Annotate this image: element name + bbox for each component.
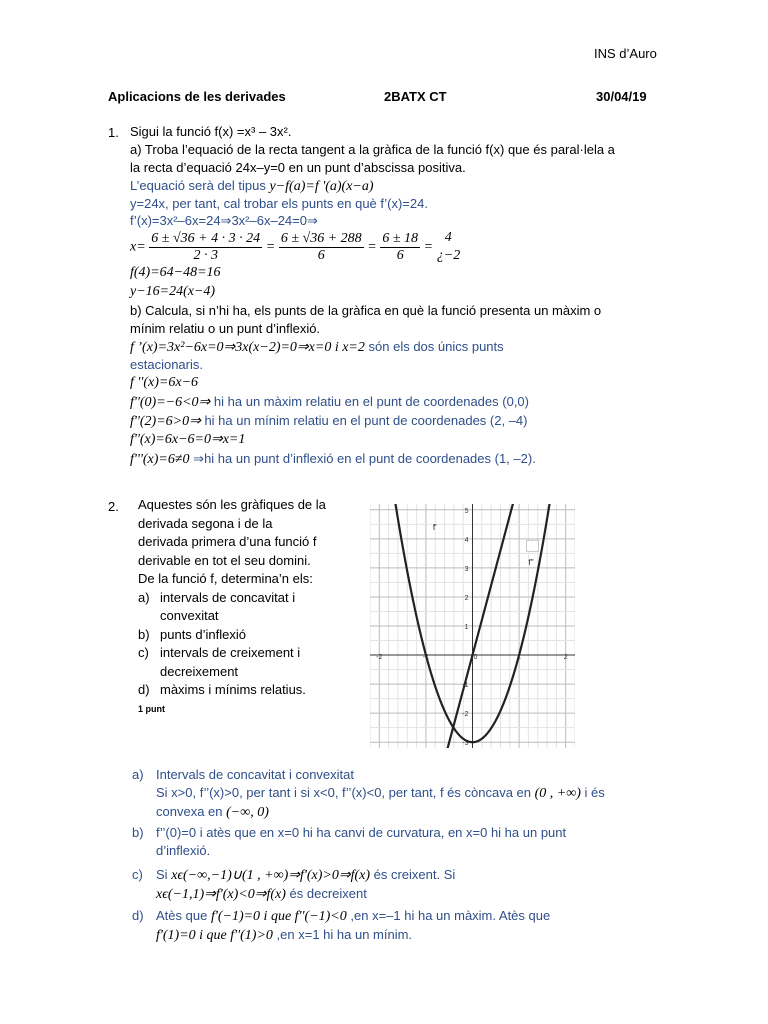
- series-label-second-derivative: f'': [528, 558, 534, 567]
- derivatives-chart: [370, 504, 575, 748]
- question-2-item-a: [138, 589, 326, 626]
- item-line: intervals de creixement i: [160, 645, 301, 660]
- answer-text: és decreixent: [289, 886, 367, 901]
- answer-text: ,en x=–1 hi ha un màxim. Atès que: [350, 908, 551, 923]
- quadratic-formula: [130, 229, 460, 265]
- answer-c-line1: [156, 866, 692, 885]
- y-tick-label: 3: [464, 565, 469, 573]
- item-line: decreixement: [160, 663, 239, 679]
- item-line: punts d’inflexió: [160, 626, 246, 642]
- y-tick-label: -2: [462, 711, 469, 719]
- question-2-line: derivada primera d’una funció f: [138, 534, 317, 549]
- item-marker: b): [138, 626, 150, 642]
- question-1a-line2: la recta d’equació 24x–y=0 en un punt d’abscissa positiva.: [130, 160, 466, 175]
- x-tick-label: 2: [563, 654, 568, 662]
- question-2-item-c: [138, 644, 326, 681]
- item-marker: d): [138, 682, 150, 697]
- interval-negative: (−∞, 0): [226, 805, 269, 820]
- answer-b-line2: d’inflexió.: [156, 843, 211, 858]
- points-label: 1 punt: [138, 703, 165, 714]
- x-tick-label: -1: [422, 654, 430, 662]
- series-label-box: [527, 540, 539, 551]
- question-1b-line1: b) Calcula, si n’hi ha, els punts de la gràfica en què la funció presenta un màxim o: [130, 303, 602, 318]
- solution-1a-step5: f(4)=64−48=16: [130, 265, 221, 280]
- answer-d-line1: [156, 907, 692, 926]
- question-2-line: derivada segona i de la: [138, 515, 273, 531]
- second-derivative-at-0: f''(0)=−6<0⇒: [130, 395, 211, 410]
- course-label: 2BATX CT: [384, 89, 447, 104]
- answer-text: ,en x=1 hi ha un mínim.: [276, 927, 413, 942]
- answer-b: [132, 824, 692, 860]
- question-2-number: 2.: [108, 499, 119, 514]
- question-2-item-b: [138, 626, 326, 645]
- answer-text: convexa en: [156, 804, 223, 819]
- fraction-1-den: 2 · 3: [193, 247, 218, 263]
- fraction-1-num: 6 ± √36 + 4 · 3 · 24: [151, 230, 261, 246]
- fraction-3-num: 6 ± 18: [382, 230, 419, 246]
- x-tick-label: -2: [376, 654, 383, 662]
- question-1-number: 1.: [108, 125, 119, 140]
- solution-1b-max: [130, 393, 529, 412]
- solution-1a-step1: [130, 177, 374, 196]
- question-2-line: derivable en tot el seu domini.: [138, 552, 311, 568]
- interval-increasing: xϵ(−∞,−1)∪(1 , +∞)⇒f'(x)>0⇒f(x): [171, 868, 370, 883]
- answer-d-line2: [156, 926, 692, 945]
- answer-a: [132, 766, 692, 822]
- solution-1a-step2: y=24x, per tant, cal trobar els punts en què f’(x)=24.: [130, 196, 428, 211]
- document-date: 30/04/19: [596, 89, 647, 104]
- quad-x: x=: [130, 239, 146, 255]
- solution-1b-min: [130, 412, 528, 431]
- answer-marker: d): [132, 908, 144, 923]
- solution-text: L’equació serà del tipus: [130, 178, 266, 193]
- inflection-eq: f''(x)=6x−6=0⇒x=1: [130, 432, 246, 447]
- item-marker: c): [138, 645, 149, 660]
- item-line: màxims i mínims relatius.: [160, 682, 306, 697]
- question-2-item-d: [138, 681, 326, 700]
- answer-text: Si x>0, f’’(x)>0, per tant i si x<0, f’’(x)<0, per tant, f és còncava en: [156, 785, 532, 800]
- answer-c-line2: [156, 885, 692, 904]
- y-tick-label: -1: [462, 682, 469, 690]
- answer-marker: c): [132, 867, 143, 882]
- first-derivative-eq: f ’(x)=3x²−6x=0⇒3x(x−2)=0⇒x=0 i x=2: [130, 340, 365, 355]
- root-2: ¿−2: [436, 248, 461, 263]
- equals-sign: =: [265, 239, 276, 255]
- root-1: 4: [444, 230, 452, 245]
- equals-sign: =: [367, 239, 377, 255]
- solution-text: són els dos únics punts: [368, 339, 504, 354]
- answer-a-line1: [156, 784, 692, 803]
- tangent-formula: y−f(a)=f '(a)(x−a): [269, 179, 374, 194]
- solution-text: hi ha un mínim relatiu en el punt de coordenades (2, –4): [204, 413, 528, 428]
- interval-decreasing: xϵ(−1,1)⇒f'(x)<0⇒f(x): [156, 887, 286, 902]
- solution-1a-step6: y−16=24(x−4): [130, 284, 216, 299]
- answer-text: és creixent. Si: [373, 867, 456, 882]
- answer-text: i és: [584, 785, 605, 800]
- question-1-intro: Sigui la funció f(x) =x³ – 3x².: [130, 124, 292, 139]
- minimum-condition: f'(1)=0 i que f''(1)>0: [156, 928, 273, 943]
- y-tick-label: 1: [464, 624, 469, 631]
- y-tick-label: 5: [464, 507, 469, 515]
- equals-sign: =: [423, 239, 434, 255]
- question-2-line: De la funció f, determina’n els:: [138, 571, 313, 586]
- answer-a-line2: [156, 803, 692, 822]
- item-marker: a): [138, 589, 150, 605]
- item-line: intervals de concavitat i: [160, 589, 296, 605]
- solution-text: hi ha un màxim relatiu en el punt de coordenades (0,0): [213, 394, 529, 409]
- quad-roots: [437, 229, 460, 265]
- question-2-text: [138, 496, 326, 718]
- fraction-2-num: 6 ± √36 + 288: [280, 230, 362, 246]
- item-line: convexitat: [160, 608, 219, 623]
- school-name: INS d’Auro: [594, 46, 657, 61]
- question-1b-line2: mínim relatiu o un punt d’inflexió.: [130, 321, 321, 336]
- answer-marker: a): [132, 767, 144, 782]
- solution-1b-inflection: [130, 450, 536, 469]
- y-tick-label: 4: [464, 536, 469, 544]
- answer-d: [132, 907, 692, 945]
- y-tick-label: 2: [464, 594, 469, 602]
- answer-text: Si: [156, 867, 168, 882]
- fraction-1: [149, 231, 262, 264]
- second-derivative-eq: f ''(x)=6x−6: [130, 375, 199, 390]
- interval-positive: (0 , +∞): [534, 786, 581, 801]
- document-title: Aplicacions de les derivades: [108, 89, 286, 104]
- maximum-condition: f'(−1)=0 i que f''(−1)<0: [210, 909, 347, 924]
- answer-b-line1: f’’(0)=0 i atès que en x=0 hi ha canvi de curvatura, en x=0 hi ha un punt: [156, 825, 567, 840]
- answer-a-title: Intervals de concavitat i convexitat: [156, 767, 354, 782]
- fraction-2-den: 6: [317, 247, 325, 263]
- third-derivative: f'''(x)=6≠0: [130, 452, 190, 467]
- second-derivative-at-2: f''(2)=6>0⇒: [130, 414, 201, 429]
- y-tick-label: -3: [462, 740, 469, 748]
- x-tick-label: 1: [517, 654, 522, 662]
- question-2-line: Aquestes són les gràfiques de la: [138, 497, 326, 512]
- fraction-3: [380, 231, 420, 264]
- fraction-3-den: 6: [396, 247, 404, 263]
- solution-1b-step1: [130, 338, 504, 357]
- fraction-2: [279, 231, 364, 264]
- question-1a-line1: a) Troba l’equació de la recta tangent a la gràfica de la funció f(x) que és paral·lela a: [130, 142, 615, 157]
- solution-1b-step1-cont: estacionaris.: [130, 357, 203, 372]
- answer-text: Atès que: [156, 908, 208, 923]
- x-tick-label: 0: [473, 654, 478, 662]
- solution-1a-step3: f’(x)=3x²–6x=24⇒3x²–6x–24=0⇒: [130, 213, 318, 228]
- answer-c: [132, 866, 692, 904]
- series-label-first-derivative: f': [432, 523, 437, 533]
- answer-marker: b): [132, 825, 144, 840]
- answers-block: [132, 766, 692, 945]
- solution-text: ⇒hi ha un punt d’inflexió en el punt de coordenades (1, –2).: [193, 451, 536, 466]
